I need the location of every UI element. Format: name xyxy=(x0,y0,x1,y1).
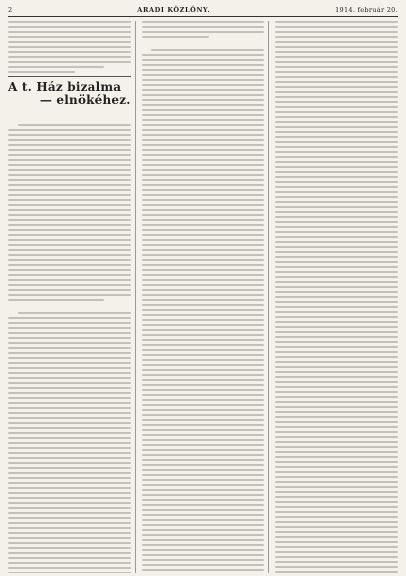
masthead xyxy=(8,6,398,17)
columns xyxy=(8,21,398,573)
newspaper-title: ARADI KÖZLÖNY. xyxy=(137,6,211,14)
column-3 xyxy=(275,21,398,573)
article-subheading xyxy=(8,109,131,114)
issue-date: 1914. február 20. xyxy=(335,6,398,14)
column-3-text xyxy=(275,21,398,573)
divider xyxy=(8,76,131,77)
column-1 xyxy=(8,21,136,573)
column-2 xyxy=(142,21,270,573)
column-1-intro-text xyxy=(8,21,131,73)
column-2-text xyxy=(142,21,265,573)
page-number: 2 xyxy=(8,6,13,14)
column-1-article-text xyxy=(8,124,131,574)
article-heading: A t. Ház bizalma — elnökéhez. xyxy=(8,79,131,107)
article-dateline xyxy=(8,116,131,121)
